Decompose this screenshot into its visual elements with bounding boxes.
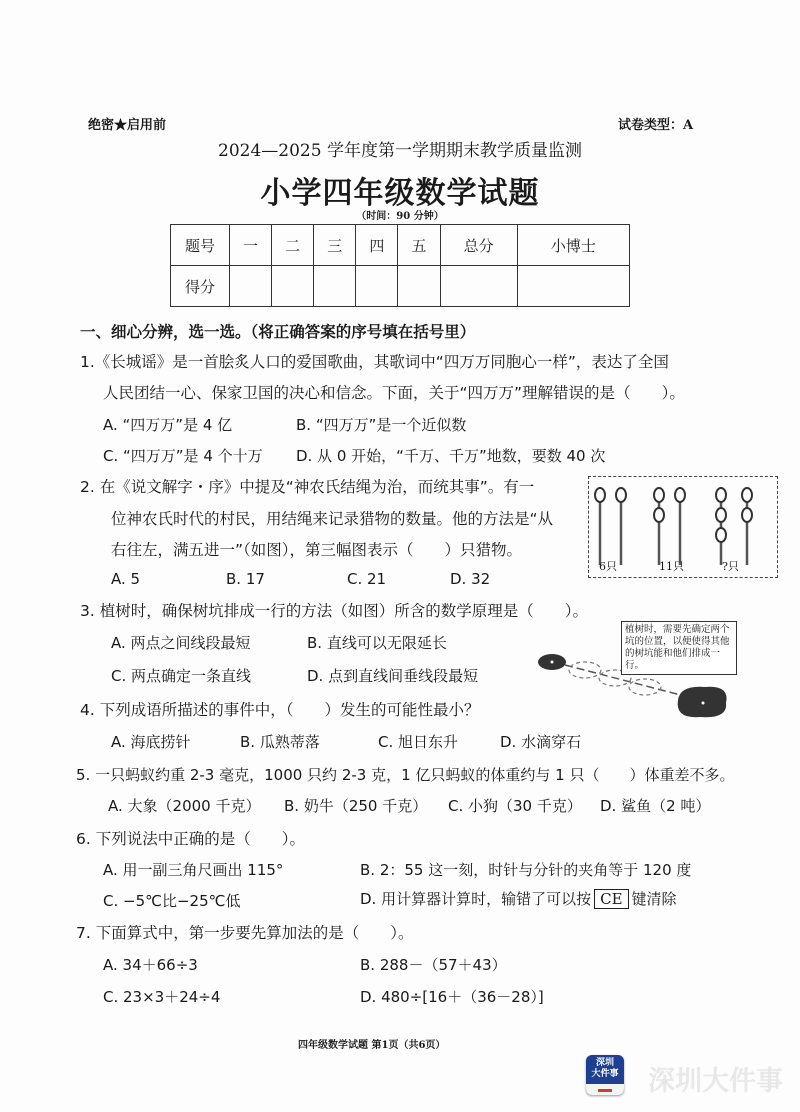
- score-cell[interactable]: [517, 266, 629, 307]
- option-a[interactable]: A. 大象（2000 千克）: [108, 797, 261, 815]
- option-b[interactable]: B. 瓜熟蒂落: [240, 733, 320, 751]
- score-table-cell: 三: [314, 225, 356, 266]
- exam-time: （时间：90 分钟）: [356, 211, 444, 222]
- option-d[interactable]: D. 鲨鱼（2 吨）: [600, 797, 711, 815]
- ce-key: CE: [594, 889, 628, 909]
- option-c[interactable]: C. 两点确定一条直线: [111, 667, 252, 685]
- option-b[interactable]: B. 奶牛（250 千克）: [284, 797, 428, 815]
- score-table-cell: 四: [356, 225, 398, 266]
- option-c[interactable]: C. 小狗（30 千克）: [448, 797, 582, 815]
- option-b[interactable]: B. 17: [226, 570, 265, 588]
- question-text: 右往左，满五进一”（如图），第三幅图表示（ ）只猎物。: [111, 541, 523, 559]
- option-a[interactable]: A. “四万万”是 4 亿: [103, 416, 233, 434]
- option-d-text: D. 用计算器计算时，输错了可以按: [360, 890, 592, 908]
- score-cell[interactable]: [230, 266, 272, 307]
- option-d[interactable]: D. 点到直线间垂线段最短: [307, 667, 479, 685]
- section-heading: 一、细心分辨，选一选。（将正确答案的序号填在括号里）: [80, 323, 476, 341]
- option-c[interactable]: C. 23×3＋24÷4: [103, 988, 221, 1006]
- score-cell[interactable]: [398, 266, 440, 307]
- option-a[interactable]: A. 海底捞针: [111, 733, 191, 751]
- option-a[interactable]: A. 用一副三角尺画出 115°: [103, 861, 284, 879]
- score-table-cell: 一: [230, 225, 272, 266]
- score-table-score-row: [171, 266, 630, 307]
- option-d-tail: 键清除: [631, 890, 677, 908]
- score-cell[interactable]: [314, 266, 356, 307]
- option-b[interactable]: B. 直线可以无限延长: [307, 634, 447, 652]
- option-c[interactable]: C. 旭日东升: [378, 733, 459, 751]
- question-text: 7. 下面算式中，第一步要先算加法的是（ ）。: [76, 924, 414, 942]
- score-cell[interactable]: [356, 266, 398, 307]
- score-cell[interactable]: [272, 266, 314, 307]
- option-d[interactable]: D. 480÷[16＋（36－28）]: [360, 988, 544, 1006]
- figure-label: ?只: [722, 560, 739, 573]
- question-text: 1.《长城谣》是一首脍炙人口的爱国歌曲，其歌词中“四万万同胞心一样”，表达了全国: [80, 353, 669, 371]
- exam-title: 小学四年级数学试题: [260, 176, 540, 211]
- shenzhen-news-logo: [586, 1055, 624, 1095]
- option-b[interactable]: B. “四万万”是一个近似数: [296, 416, 467, 434]
- score-table-cell: 总分: [440, 225, 517, 266]
- score-cell[interactable]: [440, 266, 517, 307]
- logo-text: 深圳 大件事: [591, 1058, 619, 1079]
- figure-label: 6只: [599, 560, 617, 573]
- question-text: 2. 在《说文解字・序》中提及“神农氏结绳为治，而统其事”。有一: [80, 478, 535, 496]
- question-text: 5. 一只蚂蚁约重 2-3 毫克，1000 只约 2-3 克，1 亿只蚂蚁的体重约与 1 只（ ）体重差不多。: [76, 766, 735, 784]
- figure-label: 11只: [659, 560, 684, 573]
- score-table-cell: 题号: [171, 225, 230, 266]
- score-table-header-row: [171, 225, 630, 266]
- question-text: 人民团结一心、保家卫国的决心和信念。下面，关于“四万万”理解错误的是（ ）。: [103, 384, 685, 402]
- option-d[interactable]: [360, 888, 677, 909]
- question-text: 6. 下列说法中正确的是（ ）。: [76, 830, 305, 848]
- option-d[interactable]: D. 从 0 开始，“千万、千万”地数，要数 40 次: [296, 447, 606, 465]
- knot-rope-figure: [588, 476, 778, 578]
- option-d[interactable]: D. 水滴穿石: [500, 733, 582, 751]
- score-table-cell: 小博士: [517, 225, 629, 266]
- score-table-cell: 五: [398, 225, 440, 266]
- option-a[interactable]: A. 5: [111, 570, 141, 588]
- option-a[interactable]: A. 两点之间线段最短: [111, 634, 251, 652]
- score-table-cell: 得分: [171, 266, 230, 307]
- option-a[interactable]: A. 34＋66÷3: [103, 956, 198, 974]
- paper-type-label: 试卷类型：A: [618, 118, 694, 133]
- option-d[interactable]: D. 32: [450, 570, 491, 588]
- figure-note: 植树时，需要先确定两个坑的位置，以便使得其他的树坑能和他们排成一行。: [621, 621, 737, 675]
- confidential-label: 绝密★启用前: [88, 118, 167, 133]
- page-footer: 四年级数学试题 第1页（共6页）: [298, 1040, 446, 1051]
- question-text: 3. 植树时，确保树坑排成一行的方法（如图）所含的数学原理是（ ）。: [80, 602, 588, 620]
- option-b[interactable]: B. 288－（57＋43）: [360, 956, 507, 974]
- option-c[interactable]: C. 21: [347, 570, 387, 588]
- option-c[interactable]: C. “四万万”是 4 个十万: [103, 447, 263, 465]
- watermark: 深圳大件事: [648, 1066, 783, 1097]
- option-c[interactable]: C. −5℃比−25℃低: [103, 892, 241, 910]
- score-table: [170, 224, 630, 307]
- question-text: 位神农氏时代的村民，用结绳来记录猎物的数量。他的方法是“从: [111, 510, 554, 528]
- option-b[interactable]: B. 2：55 这一刻，时针与分针的夹角等于 120 度: [360, 861, 692, 879]
- exam-subtitle: 2024—2025 学年度第一学期期末教学质量监测: [218, 141, 582, 161]
- question-text: 4. 下列成语所描述的事件中，（ ）发生的可能性最小？: [80, 701, 480, 719]
- score-table-cell: 二: [272, 225, 314, 266]
